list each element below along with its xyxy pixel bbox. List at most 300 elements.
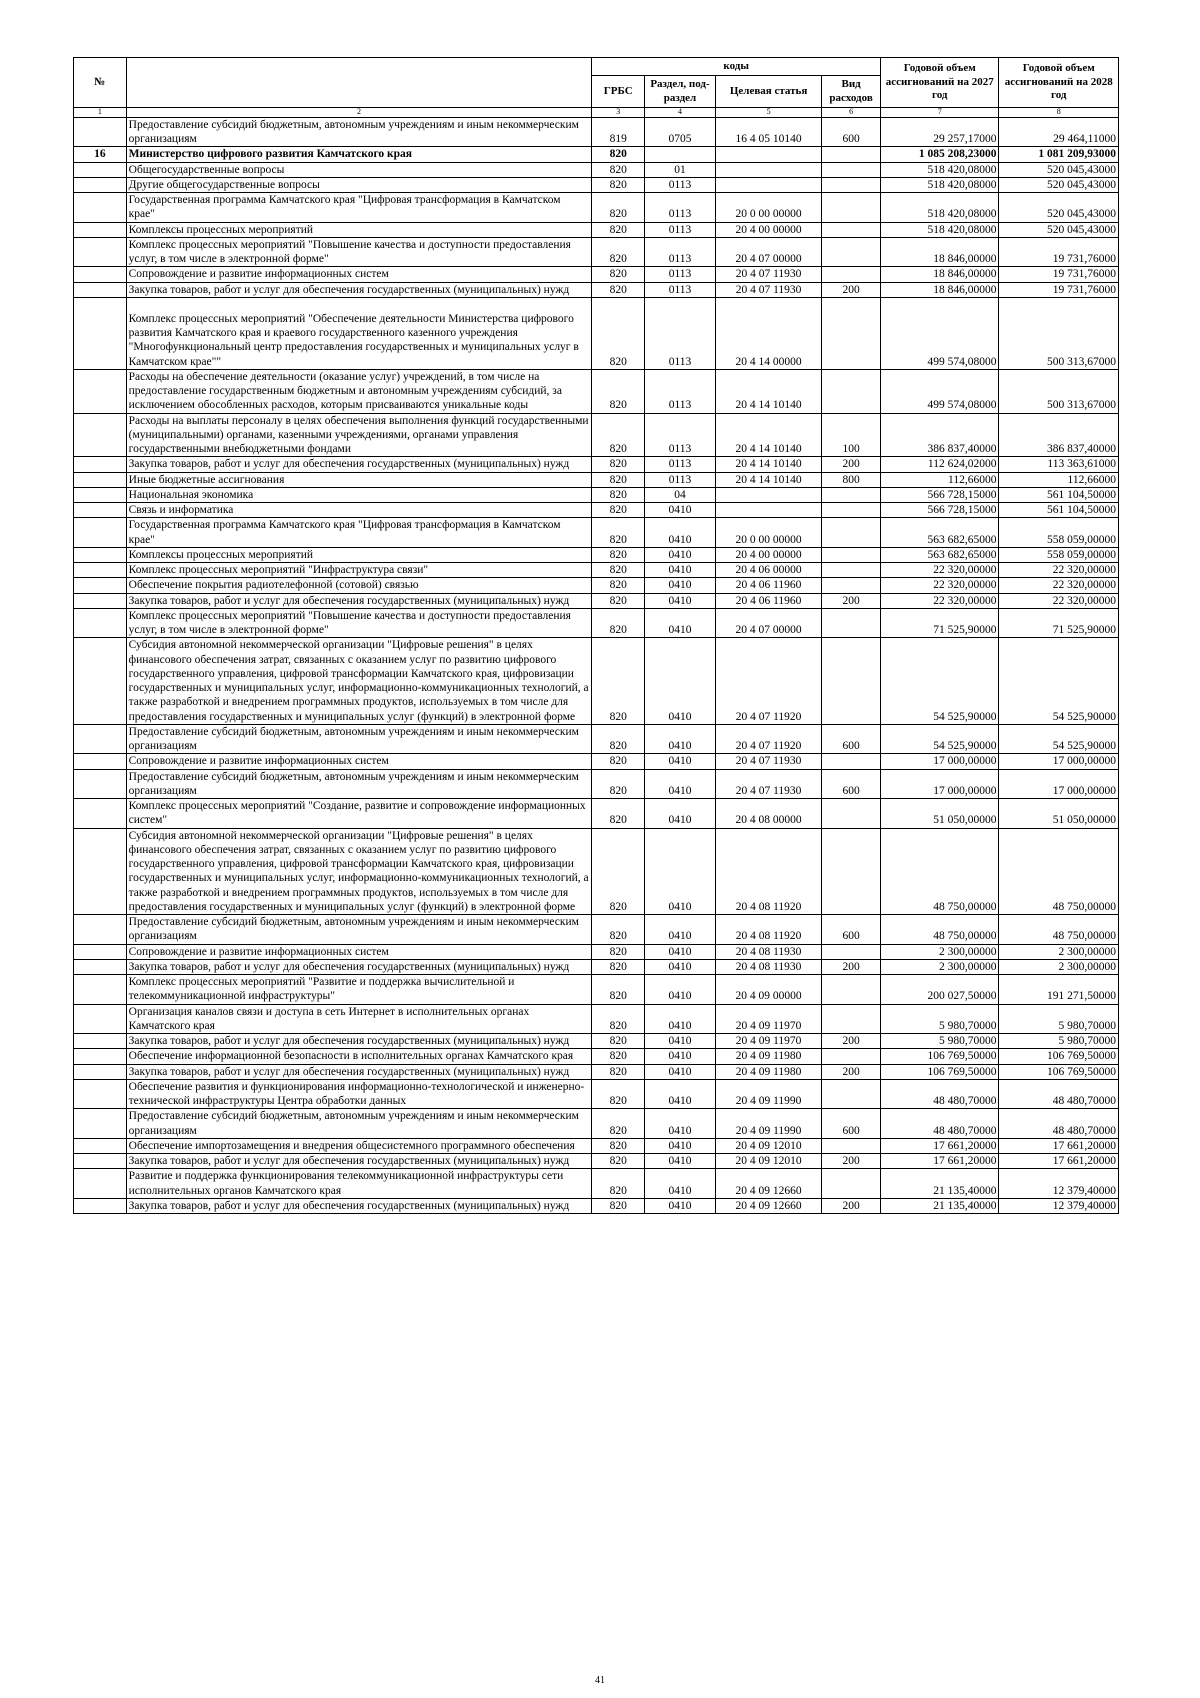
row-exp-type: 600 <box>822 769 881 799</box>
table-row <box>74 1198 1119 1213</box>
row-section: 04 <box>645 487 716 502</box>
table-row <box>74 1138 1119 1153</box>
row-target <box>715 503 821 518</box>
row-grbs: 820 <box>592 177 645 192</box>
row-amount-2028: 500 313,67000 <box>999 297 1119 369</box>
row-amount-2028: 51 050,00000 <box>999 799 1119 829</box>
row-exp-type <box>822 563 881 578</box>
row-section: 0113 <box>645 267 716 282</box>
row-section: 0410 <box>645 959 716 974</box>
header-codes: коды <box>592 58 881 76</box>
row-amount-2027: 200 027,50000 <box>880 975 998 1005</box>
row-amount-2027: 21 135,40000 <box>880 1169 998 1199</box>
row-amount-2028: 22 320,00000 <box>999 578 1119 593</box>
row-grbs: 820 <box>592 547 645 562</box>
row-amount-2028: 17 661,20000 <box>999 1154 1119 1169</box>
row-description: Комплекс процессных мероприятий "Повышение качества и доступности предоставления услуг, в том числе в электронной форме" <box>126 237 592 267</box>
table-row <box>74 1064 1119 1079</box>
row-description: Закупка товаров, работ и услуг для обеспечения государственных (муниципальных) нужд <box>126 1198 592 1213</box>
table-row <box>74 487 1119 502</box>
row-section: 0410 <box>645 563 716 578</box>
row-grbs: 820 <box>592 267 645 282</box>
row-section: 01 <box>645 162 716 177</box>
row-description: Организация каналов связи и доступа в сеть Интернет в исполнительных органах Камчатского края <box>126 1004 592 1034</box>
row-exp-type: 200 <box>822 1034 881 1049</box>
row-grbs: 820 <box>592 1049 645 1064</box>
row-grbs: 820 <box>592 518 645 548</box>
row-target: 20 4 08 11920 <box>715 828 821 915</box>
colnum: 8 <box>999 108 1119 118</box>
row-description: Субсидия автономной некоммерческой организации "Цифровые решения" в целях финансового обеспечения затрат, связанных с оказанием услуг по развитию цифрового государственного управления, цифровой трансформации Камчатского края, цифровизации государственных и муниципальных услуг, информационно-коммуникационных технологий, а также разработкой и внедрением программных продуктов, используемых в том числе для предоставления государственных и муниципальных услуг (функций) в электронной форме <box>126 828 592 915</box>
row-section: 0410 <box>645 1034 716 1049</box>
row-target <box>715 162 821 177</box>
row-amount-2028: 561 104,50000 <box>999 503 1119 518</box>
row-target: 20 4 08 11930 <box>715 959 821 974</box>
row-description: Закупка товаров, работ и услуг для обеспечения государственных (муниципальных) нужд <box>126 1064 592 1079</box>
row-section: 0410 <box>645 828 716 915</box>
row-section: 0113 <box>645 177 716 192</box>
row-exp-type <box>822 177 881 192</box>
row-number <box>74 1109 127 1139</box>
row-number <box>74 487 127 502</box>
row-description: Закупка товаров, работ и услуг для обеспечения государственных (муниципальных) нужд <box>126 593 592 608</box>
row-grbs: 820 <box>592 147 645 162</box>
row-exp-type: 200 <box>822 959 881 974</box>
row-amount-2028: 106 769,50000 <box>999 1064 1119 1079</box>
row-amount-2027: 48 750,00000 <box>880 915 998 945</box>
row-number <box>74 1079 127 1109</box>
row-amount-2027: 499 574,08000 <box>880 297 998 369</box>
row-amount-2027: 29 257,17000 <box>880 117 998 147</box>
row-target: 20 4 09 11990 <box>715 1079 821 1109</box>
row-number <box>74 563 127 578</box>
table-row <box>74 1169 1119 1199</box>
row-amount-2027: 386 837,40000 <box>880 413 998 457</box>
row-description: Министерство цифрового развития Камчатского края <box>126 147 592 162</box>
row-exp-type <box>822 828 881 915</box>
row-description: Комплексы процессных мероприятий <box>126 222 592 237</box>
row-section: 0410 <box>645 799 716 829</box>
row-amount-2027: 563 682,65000 <box>880 547 998 562</box>
row-exp-type: 200 <box>822 1198 881 1213</box>
row-description: Закупка товаров, работ и услуг для обеспечения государственных (муниципальных) нужд <box>126 959 592 974</box>
row-amount-2027: 2 300,00000 <box>880 959 998 974</box>
table-row <box>74 518 1119 548</box>
row-amount-2028: 19 731,76000 <box>999 282 1119 297</box>
row-amount-2027: 518 420,08000 <box>880 222 998 237</box>
row-amount-2027: 518 420,08000 <box>880 193 998 223</box>
row-target: 20 4 00 00000 <box>715 547 821 562</box>
row-exp-type <box>822 147 881 162</box>
row-target: 20 4 07 11930 <box>715 267 821 282</box>
row-grbs: 820 <box>592 413 645 457</box>
table-row <box>74 147 1119 162</box>
colnum: 1 <box>74 108 127 118</box>
row-amount-2027: 1 085 208,23000 <box>880 147 998 162</box>
row-description: Обеспечение покрытия радиотелефонной (сотовой) связью <box>126 578 592 593</box>
row-number <box>74 282 127 297</box>
row-section: 0113 <box>645 457 716 472</box>
table-row <box>74 724 1119 754</box>
row-number <box>74 297 127 369</box>
table-row <box>74 1034 1119 1049</box>
row-target: 20 4 07 11930 <box>715 754 821 769</box>
row-target: 20 4 08 00000 <box>715 799 821 829</box>
row-target: 20 4 07 00000 <box>715 237 821 267</box>
row-target <box>715 487 821 502</box>
row-amount-2027: 499 574,08000 <box>880 369 998 413</box>
row-amount-2027: 51 050,00000 <box>880 799 998 829</box>
row-grbs: 820 <box>592 503 645 518</box>
row-description: Предоставление субсидий бюджетным, автономным учреждениям и иным некоммерческим организациям <box>126 915 592 945</box>
row-target: 20 0 00 00000 <box>715 193 821 223</box>
row-number <box>74 828 127 915</box>
row-grbs: 820 <box>592 472 645 487</box>
colnum: 7 <box>880 108 998 118</box>
header-section: Раздел, под-раздел <box>645 76 716 108</box>
row-exp-type <box>822 193 881 223</box>
row-description: Комплекс процессных мероприятий "Обеспечение деятельности Министерства цифрового развития Камчатского края и краевого государственного казенного учреждения "Многофункциональный центр предоставления государственных и муниципальных услуг в Камчатском крае"" <box>126 297 592 369</box>
row-description: Обеспечение импортозамещения и внедрения общесистемного программного обеспечения <box>126 1138 592 1153</box>
table-row <box>74 457 1119 472</box>
row-exp-type: 600 <box>822 915 881 945</box>
row-number <box>74 959 127 974</box>
row-grbs: 820 <box>592 975 645 1005</box>
row-number: 16 <box>74 147 127 162</box>
row-amount-2027: 566 728,15000 <box>880 487 998 502</box>
row-number <box>74 769 127 799</box>
row-amount-2028: 22 320,00000 <box>999 593 1119 608</box>
row-exp-type: 200 <box>822 593 881 608</box>
row-exp-type: 600 <box>822 117 881 147</box>
row-number <box>74 457 127 472</box>
row-amount-2028: 29 464,11000 <box>999 117 1119 147</box>
row-description: Предоставление субсидий бюджетным, автономным учреждениям и иным некоммерческим организациям <box>126 769 592 799</box>
row-grbs: 820 <box>592 1198 645 1213</box>
row-exp-type <box>822 162 881 177</box>
row-description: Обеспечение развития и функционирования информационно-технологической и инженерно-технической инфраструктуры Центра обработки данных <box>126 1079 592 1109</box>
row-target <box>715 147 821 162</box>
table-row <box>74 769 1119 799</box>
row-target: 20 4 06 00000 <box>715 563 821 578</box>
row-grbs: 819 <box>592 117 645 147</box>
row-description: Предоставление субсидий бюджетным, автономным учреждениям и иным некоммерческим организациям <box>126 724 592 754</box>
row-description: Государственная программа Камчатского края "Цифровая трансформация в Камчатском крае" <box>126 518 592 548</box>
row-section: 0410 <box>645 1064 716 1079</box>
row-amount-2027: 22 320,00000 <box>880 593 998 608</box>
row-amount-2027: 71 525,90000 <box>880 608 998 638</box>
row-section: 0113 <box>645 282 716 297</box>
colnum: 2 <box>126 108 592 118</box>
row-grbs: 820 <box>592 769 645 799</box>
table-row <box>74 799 1119 829</box>
row-target: 20 4 09 11990 <box>715 1109 821 1139</box>
row-number <box>74 193 127 223</box>
row-amount-2028: 48 750,00000 <box>999 828 1119 915</box>
row-section: 0410 <box>645 1109 716 1139</box>
budget-table <box>73 57 1119 1214</box>
row-exp-type <box>822 237 881 267</box>
table-row <box>74 282 1119 297</box>
table-row <box>74 638 1119 725</box>
row-grbs: 820 <box>592 578 645 593</box>
row-amount-2028: 19 731,76000 <box>999 237 1119 267</box>
row-description: Сопровождение и развитие информационных систем <box>126 944 592 959</box>
row-target: 20 4 09 11970 <box>715 1004 821 1034</box>
row-description: Комплекс процессных мероприятий "Инфраструктура связи" <box>126 563 592 578</box>
colnum: 5 <box>715 108 821 118</box>
row-amount-2028: 520 045,43000 <box>999 162 1119 177</box>
row-amount-2028: 17 000,00000 <box>999 769 1119 799</box>
row-grbs: 820 <box>592 237 645 267</box>
row-description: Иные бюджетные ассигнования <box>126 472 592 487</box>
row-section: 0113 <box>645 472 716 487</box>
row-target: 20 4 09 12010 <box>715 1138 821 1153</box>
row-exp-type <box>822 975 881 1005</box>
table-row <box>74 267 1119 282</box>
row-exp-type <box>822 518 881 548</box>
row-exp-type <box>822 608 881 638</box>
row-section: 0705 <box>645 117 716 147</box>
row-target: 20 4 14 10140 <box>715 472 821 487</box>
row-description: Другие общегосударственные вопросы <box>126 177 592 192</box>
row-grbs: 820 <box>592 487 645 502</box>
row-exp-type: 600 <box>822 1109 881 1139</box>
row-exp-type <box>822 222 881 237</box>
row-target: 16 4 05 10140 <box>715 117 821 147</box>
row-grbs: 820 <box>592 1138 645 1153</box>
row-number <box>74 518 127 548</box>
table-row <box>74 944 1119 959</box>
row-grbs: 820 <box>592 593 645 608</box>
row-exp-type: 200 <box>822 282 881 297</box>
row-description: Предоставление субсидий бюджетным, автономным учреждениям и иным некоммерческим организациям <box>126 117 592 147</box>
row-section: 0410 <box>645 944 716 959</box>
row-grbs: 820 <box>592 799 645 829</box>
table-row <box>74 369 1119 413</box>
row-exp-type <box>822 487 881 502</box>
row-number <box>74 1169 127 1199</box>
row-description: Расходы на выплаты персоналу в целях обеспечения выполнения функций государственными (муниципальными) органами, казенными учреждениями, органами управления государственными внебюджетными фондами <box>126 413 592 457</box>
row-description: Закупка товаров, работ и услуг для обеспечения государственных (муниципальных) нужд <box>126 1034 592 1049</box>
row-exp-type <box>822 547 881 562</box>
table-row <box>74 593 1119 608</box>
row-amount-2027: 518 420,08000 <box>880 162 998 177</box>
row-target: 20 4 09 11970 <box>715 1034 821 1049</box>
table-row <box>74 959 1119 974</box>
row-number <box>74 754 127 769</box>
table-row <box>74 503 1119 518</box>
row-exp-type <box>822 638 881 725</box>
row-amount-2028: 113 363,61000 <box>999 457 1119 472</box>
row-number <box>74 1004 127 1034</box>
row-section: 0410 <box>645 503 716 518</box>
row-number <box>74 117 127 147</box>
table-row <box>74 578 1119 593</box>
row-grbs: 820 <box>592 1169 645 1199</box>
row-amount-2028: 12 379,40000 <box>999 1169 1119 1199</box>
row-section: 0113 <box>645 222 716 237</box>
row-number <box>74 1064 127 1079</box>
row-section: 0410 <box>645 1049 716 1064</box>
row-section: 0113 <box>645 413 716 457</box>
row-section: 0410 <box>645 518 716 548</box>
row-grbs: 820 <box>592 222 645 237</box>
row-target: 20 4 09 11980 <box>715 1049 821 1064</box>
row-target: 20 4 08 11920 <box>715 915 821 945</box>
row-amount-2027: 54 525,90000 <box>880 638 998 725</box>
row-number <box>74 975 127 1005</box>
row-target: 20 4 08 11930 <box>715 944 821 959</box>
row-section <box>645 147 716 162</box>
row-number <box>74 593 127 608</box>
row-exp-type: 800 <box>822 472 881 487</box>
colnum: 6 <box>822 108 881 118</box>
row-amount-2028: 2 300,00000 <box>999 959 1119 974</box>
row-number <box>74 267 127 282</box>
row-amount-2027: 5 980,70000 <box>880 1004 998 1034</box>
row-description: Комплекс процессных мероприятий "Развитие и поддержка вычислительной и телекоммуникационной инфраструктуры" <box>126 975 592 1005</box>
row-number <box>74 369 127 413</box>
row-exp-type: 100 <box>822 413 881 457</box>
row-amount-2027: 563 682,65000 <box>880 518 998 548</box>
row-description: Закупка товаров, работ и услуг для обеспечения государственных (муниципальных) нужд <box>126 1154 592 1169</box>
row-amount-2027: 48 480,70000 <box>880 1079 998 1109</box>
row-number <box>74 413 127 457</box>
row-grbs: 820 <box>592 369 645 413</box>
row-section: 0410 <box>645 1198 716 1213</box>
row-section: 0410 <box>645 578 716 593</box>
row-exp-type: 200 <box>822 1064 881 1079</box>
table-row <box>74 177 1119 192</box>
row-amount-2028: 71 525,90000 <box>999 608 1119 638</box>
table-row <box>74 1154 1119 1169</box>
row-amount-2028: 54 525,90000 <box>999 638 1119 725</box>
row-grbs: 820 <box>592 282 645 297</box>
row-section: 0113 <box>645 369 716 413</box>
row-number <box>74 638 127 725</box>
row-amount-2028: 17 000,00000 <box>999 754 1119 769</box>
row-grbs: 820 <box>592 297 645 369</box>
row-amount-2028: 500 313,67000 <box>999 369 1119 413</box>
row-amount-2028: 48 750,00000 <box>999 915 1119 945</box>
row-description: Государственная программа Камчатского края "Цифровая трансформация в Камчатском крае" <box>126 193 592 223</box>
row-description: Расходы на обеспечение деятельности (оказание услуг) учреждений, в том числе на предоставление государственным бюджетным и автономным учреждениям субсидий, за исключением обособленных расходов, которым присваиваются уникальные коды <box>126 369 592 413</box>
row-amount-2027: 18 846,00000 <box>880 282 998 297</box>
table-row <box>74 1049 1119 1064</box>
header-num: № <box>74 58 127 108</box>
row-exp-type <box>822 1079 881 1109</box>
table-row <box>74 915 1119 945</box>
row-amount-2028: 106 769,50000 <box>999 1049 1119 1064</box>
row-amount-2027: 48 480,70000 <box>880 1109 998 1139</box>
row-description: Общегосударственные вопросы <box>126 162 592 177</box>
row-amount-2027: 22 320,00000 <box>880 563 998 578</box>
row-description: Предоставление субсидий бюджетным, автономным учреждениям и иным некоммерческим организациям <box>126 1109 592 1139</box>
row-target: 20 4 06 11960 <box>715 578 821 593</box>
row-description: Национальная экономика <box>126 487 592 502</box>
row-number <box>74 503 127 518</box>
row-amount-2027: 566 728,15000 <box>880 503 998 518</box>
row-target: 20 4 07 11930 <box>715 282 821 297</box>
row-amount-2027: 18 846,00000 <box>880 237 998 267</box>
row-number <box>74 222 127 237</box>
row-grbs: 820 <box>592 828 645 915</box>
row-exp-type: 200 <box>822 1154 881 1169</box>
row-section: 0410 <box>645 638 716 725</box>
table-row <box>74 297 1119 369</box>
row-grbs: 820 <box>592 457 645 472</box>
row-section: 0113 <box>645 297 716 369</box>
row-target: 20 4 09 11980 <box>715 1064 821 1079</box>
row-grbs: 820 <box>592 1079 645 1109</box>
row-description: Развитие и поддержка функционирования телекоммуникационной инфраструктуры сети исполнительных органов Камчатского края <box>126 1169 592 1199</box>
row-amount-2028: 54 525,90000 <box>999 724 1119 754</box>
row-target: 20 4 09 12660 <box>715 1169 821 1199</box>
row-exp-type <box>822 799 881 829</box>
row-amount-2027: 106 769,50000 <box>880 1049 998 1064</box>
row-section: 0410 <box>645 1154 716 1169</box>
table-body <box>74 117 1119 1213</box>
row-number <box>74 799 127 829</box>
header-year-2028: Годовой объем ассигнований на 2028 год <box>999 58 1119 108</box>
row-amount-2028: 12 379,40000 <box>999 1198 1119 1213</box>
row-exp-type <box>822 1004 881 1034</box>
row-amount-2027: 22 320,00000 <box>880 578 998 593</box>
row-grbs: 820 <box>592 162 645 177</box>
table-row <box>74 1109 1119 1139</box>
table-row <box>74 563 1119 578</box>
row-exp-type <box>822 944 881 959</box>
row-number <box>74 472 127 487</box>
row-section: 0410 <box>645 1138 716 1153</box>
row-grbs: 820 <box>592 915 645 945</box>
row-amount-2028: 1 081 209,93000 <box>999 147 1119 162</box>
column-numbers-row <box>74 108 1119 118</box>
row-number <box>74 162 127 177</box>
row-section: 0410 <box>645 915 716 945</box>
row-number <box>74 608 127 638</box>
row-target: 20 4 06 11960 <box>715 593 821 608</box>
row-grbs: 820 <box>592 1034 645 1049</box>
table-row <box>74 117 1119 147</box>
row-amount-2028: 22 320,00000 <box>999 563 1119 578</box>
row-target: 20 0 00 00000 <box>715 518 821 548</box>
row-target: 20 4 09 00000 <box>715 975 821 1005</box>
row-section: 0410 <box>645 769 716 799</box>
row-exp-type <box>822 267 881 282</box>
table-row <box>74 1079 1119 1109</box>
row-target: 20 4 14 10140 <box>715 413 821 457</box>
row-amount-2028: 48 480,70000 <box>999 1109 1119 1139</box>
row-amount-2028: 558 059,00000 <box>999 518 1119 548</box>
row-amount-2028: 558 059,00000 <box>999 547 1119 562</box>
row-amount-2027: 112 624,02000 <box>880 457 998 472</box>
row-number <box>74 237 127 267</box>
row-section: 0410 <box>645 547 716 562</box>
row-section: 0410 <box>645 754 716 769</box>
row-amount-2028: 386 837,40000 <box>999 413 1119 457</box>
row-amount-2027: 106 769,50000 <box>880 1064 998 1079</box>
table-row <box>74 413 1119 457</box>
row-amount-2028: 561 104,50000 <box>999 487 1119 502</box>
row-amount-2027: 54 525,90000 <box>880 724 998 754</box>
row-grbs: 820 <box>592 754 645 769</box>
row-number <box>74 547 127 562</box>
row-grbs: 820 <box>592 1064 645 1079</box>
table-row <box>74 222 1119 237</box>
row-target: 20 4 07 11930 <box>715 769 821 799</box>
